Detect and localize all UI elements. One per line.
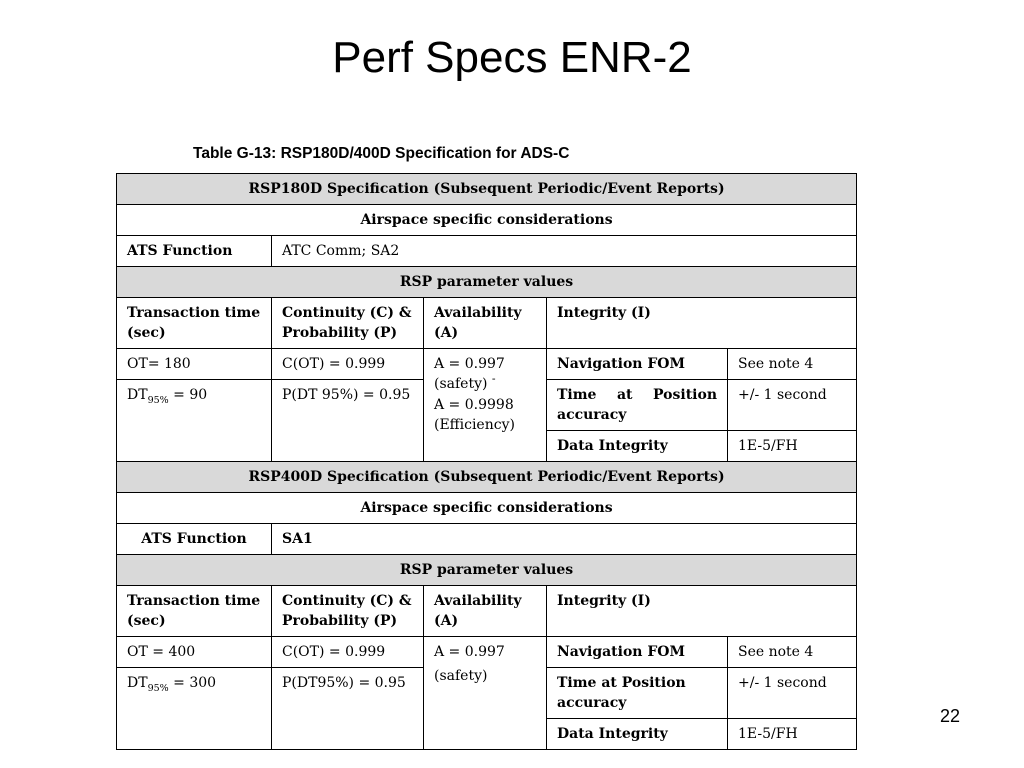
rsp180-avail-line1: A = 0.997 xyxy=(434,356,505,372)
rsp180-nav-fom-value: See note 4 xyxy=(728,349,857,380)
rsp180-tap-label: Time at Position accuracy xyxy=(547,380,728,431)
rsp400-di-value: 1E-5/FH xyxy=(728,719,857,750)
table-row xyxy=(117,267,857,298)
table-caption: Table G-13: RSP180D/400D Specification for ADS-C xyxy=(193,145,570,162)
rsp400-ats-label: ATS Function xyxy=(117,524,272,555)
rsp400-di-label: Data Integrity xyxy=(547,719,728,750)
table-row xyxy=(117,174,857,205)
rsp180-dt-sub: 95% xyxy=(147,394,169,406)
rsp180-nav-fom-label: Navigation FOM xyxy=(547,349,728,380)
table-row xyxy=(117,462,857,493)
rsp180-ats-value: ATC Comm; SA2 xyxy=(272,236,857,267)
rsp180-di-label: Data Integrity xyxy=(547,431,728,462)
rsp180-ats-label: ATS Function xyxy=(117,236,272,267)
rsp180-col-transaction: Transaction time (sec) xyxy=(117,298,272,349)
rsp-spec-table xyxy=(116,173,857,750)
rsp180-avail-line4: (Efficiency) xyxy=(434,417,515,433)
rsp180-tap-value: +/- 1 second xyxy=(728,380,857,431)
table-row xyxy=(117,205,857,236)
slide-title: Perf Specs ENR-2 xyxy=(332,33,692,82)
rsp400-airspace-heading: Airspace specific considerations xyxy=(117,493,857,524)
table-row xyxy=(117,493,857,524)
rsp400-col-availability: Availability (A) xyxy=(424,586,547,637)
table-row xyxy=(117,586,857,637)
rsp180-param-heading: RSP parameter values xyxy=(117,267,857,298)
table-row xyxy=(117,555,857,586)
rsp400-dt-prefix: DT xyxy=(127,675,148,691)
rsp180-col-availability: Availability (A) xyxy=(424,298,547,349)
rsp180-availability xyxy=(424,349,547,462)
page-number: 22 xyxy=(940,706,961,726)
rsp180-dt xyxy=(117,380,272,462)
rsp180-dt-suffix: = 90 xyxy=(168,387,208,403)
rsp400-nav-fom-label: Navigation FOM xyxy=(547,637,728,668)
rsp180-c-ot: C(OT) = 0.999 xyxy=(272,349,424,380)
rsp400-param-heading: RSP parameter values xyxy=(117,555,857,586)
table-row xyxy=(117,524,857,555)
rsp180-airspace-heading: Airspace specific considerations xyxy=(117,205,857,236)
table-row xyxy=(117,236,857,267)
rsp400-ats-value: SA1 xyxy=(272,524,857,555)
rsp400-p-dt: P(DT95%) = 0.95 xyxy=(272,668,424,750)
rsp180-p-dt: P(DT 95%) = 0.95 xyxy=(272,380,424,462)
table-row xyxy=(117,298,857,349)
rsp180-col-continuity: Continuity (C) & Probability (P) xyxy=(272,298,424,349)
rsp400-col-integrity: Integrity (I) xyxy=(547,586,857,637)
rsp180-avail-line2: (safety) xyxy=(434,376,488,392)
rsp180-heading: RSP180D Specification (Subsequent Periodic/Event Reports) xyxy=(117,174,857,205)
rsp180-col-integrity: Integrity (I) xyxy=(547,298,857,349)
table-row xyxy=(117,637,857,668)
rsp180-di-value: 1E-5/FH xyxy=(728,431,857,462)
rsp180-avail-line3: A = 0.9998 xyxy=(434,397,514,413)
rsp180-dt-prefix: DT xyxy=(127,387,148,403)
rsp400-col-transaction: Transaction time (sec) xyxy=(117,586,272,637)
rsp400-dt-sub: 95% xyxy=(147,682,169,694)
rsp400-tap-label: Time at Position accuracy xyxy=(547,668,728,719)
rsp400-availability xyxy=(424,637,547,750)
rsp400-c-ot: C(OT) = 0.999 xyxy=(272,637,424,668)
rsp400-nav-fom-value: See note 4 xyxy=(728,637,857,668)
rsp400-avail-line2: (safety) xyxy=(434,668,488,684)
rsp400-heading: RSP400D Specification (Subsequent Periodic/Event Reports) xyxy=(117,462,857,493)
rsp400-dt-suffix: = 300 xyxy=(168,675,217,691)
rsp400-ot: OT = 400 xyxy=(117,637,272,668)
rsp400-avail-line1: A = 0.997 xyxy=(434,644,505,660)
rsp400-col-continuity: Continuity (C) & Probability (P) xyxy=(272,586,424,637)
rsp180-avail-mark: - xyxy=(491,372,496,385)
rsp400-dt xyxy=(117,668,272,750)
rsp400-tap-value: +/- 1 second xyxy=(728,668,857,719)
table-row xyxy=(117,349,857,380)
rsp180-ot: OT= 180 xyxy=(117,349,272,380)
